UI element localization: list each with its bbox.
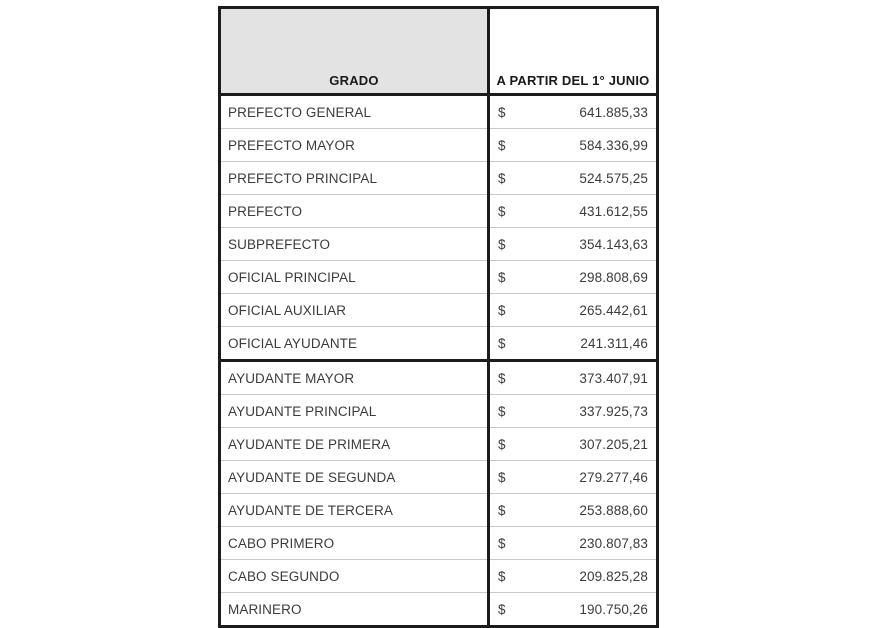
table-row xyxy=(220,593,658,627)
cell-amount xyxy=(489,129,658,162)
currency-symbol: $ xyxy=(498,370,506,386)
amount-value: 524.575,25 xyxy=(579,170,648,186)
amount-wrapper xyxy=(490,138,656,153)
amount-wrapper xyxy=(490,336,656,351)
amount-value: 209.825,28 xyxy=(579,568,648,584)
amount-wrapper xyxy=(490,171,656,186)
currency-symbol: $ xyxy=(498,302,506,318)
cell-grade: AYUDANTE DE TERCERA xyxy=(220,494,489,527)
currency-symbol: $ xyxy=(498,436,506,452)
amount-value: 265.442,61 xyxy=(579,302,648,318)
cell-amount xyxy=(489,327,658,361)
amount-value: 354.143,63 xyxy=(579,236,648,252)
table-body xyxy=(220,95,658,627)
table-row xyxy=(220,95,658,129)
cell-grade: SUBPREFECTO xyxy=(220,228,489,261)
amount-value: 431.612,55 xyxy=(579,203,648,219)
currency-symbol: $ xyxy=(498,236,506,252)
cell-grade: OFICIAL PRINCIPAL xyxy=(220,261,489,294)
table-row xyxy=(220,162,658,195)
amount-value: 641.885,33 xyxy=(579,104,648,120)
cell-grade: CABO SEGUNDO xyxy=(220,560,489,593)
currency-symbol: $ xyxy=(498,601,506,617)
amount-value: 373.407,91 xyxy=(579,370,648,386)
amount-wrapper xyxy=(490,204,656,219)
amount-wrapper xyxy=(490,371,656,386)
cell-amount xyxy=(489,494,658,527)
amount-wrapper xyxy=(490,536,656,551)
currency-symbol: $ xyxy=(498,568,506,584)
amount-value: 241.311,46 xyxy=(580,335,648,351)
cell-amount xyxy=(489,294,658,327)
currency-symbol: $ xyxy=(498,403,506,419)
table-header xyxy=(220,8,658,95)
amount-value: 298.808,69 xyxy=(579,269,648,285)
table-row xyxy=(220,361,658,395)
cell-amount xyxy=(489,527,658,560)
table-row xyxy=(220,527,658,560)
table-row xyxy=(220,428,658,461)
table-row xyxy=(220,494,658,527)
amount-value: 190.750,26 xyxy=(579,601,648,617)
cell-grade: CABO PRIMERO xyxy=(220,527,489,560)
amount-value: 279.277,46 xyxy=(579,469,648,485)
cell-amount xyxy=(489,428,658,461)
cell-amount xyxy=(489,162,658,195)
cell-grade: OFICIAL AYUDANTE xyxy=(220,327,489,361)
cell-grade: AYUDANTE MAYOR xyxy=(220,361,489,395)
amount-wrapper xyxy=(490,270,656,285)
cell-grade: PREFECTO MAYOR xyxy=(220,129,489,162)
cell-grade: PREFECTO GENERAL xyxy=(220,95,489,129)
cell-grade: AYUDANTE DE PRIMERA xyxy=(220,428,489,461)
amount-wrapper xyxy=(490,404,656,419)
cell-grade: MARINERO xyxy=(220,593,489,627)
cell-amount xyxy=(489,593,658,627)
currency-symbol: $ xyxy=(498,137,506,153)
cell-grade: AYUDANTE PRINCIPAL xyxy=(220,395,489,428)
column-header-grade: GRADO xyxy=(220,8,489,95)
amount-wrapper xyxy=(490,569,656,584)
salary-scale-table xyxy=(218,6,659,628)
amount-value: 584.336,99 xyxy=(579,137,648,153)
cell-grade: OFICIAL AUXILIAR xyxy=(220,294,489,327)
amount-wrapper xyxy=(490,303,656,318)
amount-value: 253.888,60 xyxy=(579,502,648,518)
table-row xyxy=(220,129,658,162)
cell-amount xyxy=(489,228,658,261)
cell-amount xyxy=(489,461,658,494)
table-row xyxy=(220,560,658,593)
amount-value: 337.925,73 xyxy=(579,403,648,419)
amount-wrapper xyxy=(490,105,656,120)
table-row xyxy=(220,461,658,494)
table-row xyxy=(220,327,658,361)
cell-amount xyxy=(489,95,658,129)
table-row xyxy=(220,395,658,428)
column-header-amount: A PARTIR DEL 1° JUNIO xyxy=(489,8,658,95)
cell-amount xyxy=(489,560,658,593)
currency-symbol: $ xyxy=(498,269,506,285)
currency-symbol: $ xyxy=(498,170,506,186)
currency-symbol: $ xyxy=(498,335,506,351)
cell-grade: AYUDANTE DE SEGUNDA xyxy=(220,461,489,494)
amount-value: 230.807,83 xyxy=(579,535,648,551)
currency-symbol: $ xyxy=(498,535,506,551)
table-row xyxy=(220,261,658,294)
currency-symbol: $ xyxy=(498,203,506,219)
cell-amount xyxy=(489,361,658,395)
cell-amount xyxy=(489,195,658,228)
table-row xyxy=(220,228,658,261)
cell-amount xyxy=(489,395,658,428)
cell-grade: PREFECTO PRINCIPAL xyxy=(220,162,489,195)
table-header-row xyxy=(220,8,658,95)
amount-value: 307.205,21 xyxy=(579,436,648,452)
amount-wrapper xyxy=(490,602,656,617)
table-row xyxy=(220,195,658,228)
cell-grade: PREFECTO xyxy=(220,195,489,228)
amount-wrapper xyxy=(490,437,656,452)
table-row xyxy=(220,294,658,327)
amount-wrapper xyxy=(490,470,656,485)
currency-symbol: $ xyxy=(498,502,506,518)
currency-symbol: $ xyxy=(498,469,506,485)
amount-wrapper xyxy=(490,237,656,252)
amount-wrapper xyxy=(490,503,656,518)
currency-symbol: $ xyxy=(498,104,506,120)
cell-amount xyxy=(489,261,658,294)
